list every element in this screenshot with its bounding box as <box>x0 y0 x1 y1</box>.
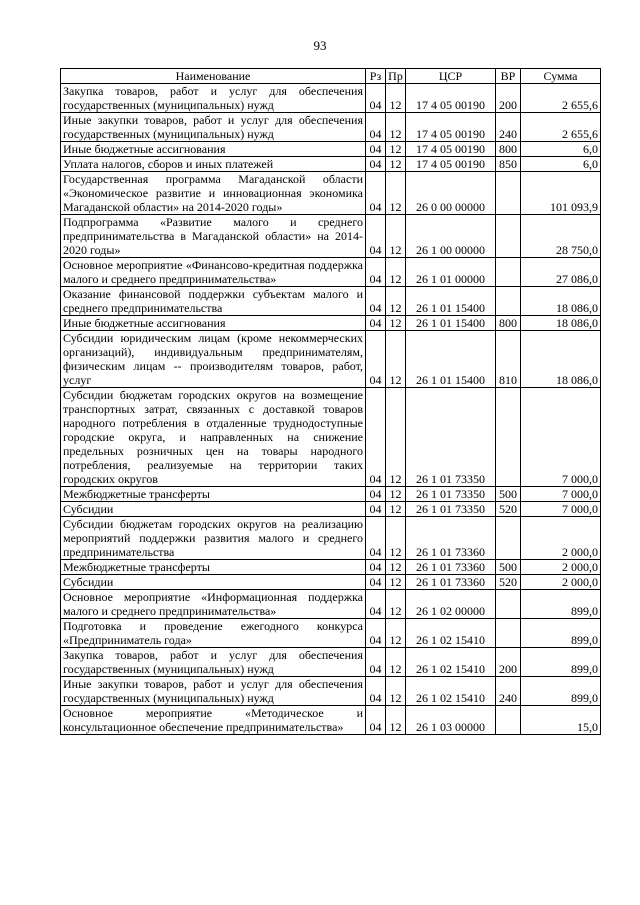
cell-sum: 18 086,0 <box>521 316 601 331</box>
cell-vr: 800 <box>496 316 521 331</box>
cell-rz: 04 <box>366 157 386 172</box>
cell-rz: 04 <box>366 142 386 157</box>
cell-sum: 18 086,0 <box>521 287 601 316</box>
cell-rz: 04 <box>366 517 386 560</box>
cell-pr: 12 <box>386 215 406 258</box>
cell-pr: 12 <box>386 287 406 316</box>
cell-pr: 12 <box>386 487 406 502</box>
table-row <box>61 316 601 331</box>
cell-csr: 26 1 00 00000 <box>406 215 496 258</box>
cell-name: Основное мероприятие «Методическое и консультационное обеспечение предпринимательства» <box>61 706 366 735</box>
table-row <box>61 619 601 648</box>
cell-rz: 04 <box>366 331 386 388</box>
cell-csr: 26 1 01 73350 <box>406 388 496 487</box>
cell-name: Закупка товаров, работ и услуг для обеспечения государственных (муниципальных) нужд <box>61 648 366 677</box>
table-row <box>61 331 601 388</box>
table-row <box>61 677 601 706</box>
cell-pr: 12 <box>386 575 406 590</box>
cell-rz: 04 <box>366 590 386 619</box>
cell-csr: 26 1 01 73360 <box>406 575 496 590</box>
cell-vr <box>496 215 521 258</box>
table-row <box>61 706 601 735</box>
cell-vr <box>496 287 521 316</box>
cell-name: Иные закупки товаров, работ и услуг для обеспечения государственных (муниципальных) нужд <box>61 677 366 706</box>
header-name: Наименование <box>61 69 366 84</box>
cell-csr: 17 4 05 00190 <box>406 157 496 172</box>
cell-name: Основное мероприятие «Финансово-кредитная поддержка малого и среднего предпринимательства» <box>61 258 366 287</box>
table-row <box>61 157 601 172</box>
cell-sum: 6,0 <box>521 157 601 172</box>
cell-rz: 04 <box>366 215 386 258</box>
table-row <box>61 215 601 258</box>
cell-csr: 26 1 01 00000 <box>406 258 496 287</box>
table-row <box>61 388 601 487</box>
cell-sum: 899,0 <box>521 590 601 619</box>
cell-rz: 04 <box>366 316 386 331</box>
cell-sum: 2 000,0 <box>521 560 601 575</box>
cell-csr: 17 4 05 00190 <box>406 113 496 142</box>
cell-sum: 18 086,0 <box>521 331 601 388</box>
cell-csr: 26 1 02 15410 <box>406 677 496 706</box>
cell-name: Субсидии <box>61 502 366 517</box>
cell-name: Основное мероприятие «Информационная поддержка малого и среднего предпринимательства» <box>61 590 366 619</box>
cell-pr: 12 <box>386 142 406 157</box>
table-row <box>61 502 601 517</box>
cell-sum: 2 655,6 <box>521 84 601 113</box>
table-row <box>61 648 601 677</box>
cell-csr: 26 1 01 73360 <box>406 560 496 575</box>
table-header-row <box>61 69 601 84</box>
cell-csr: 26 0 00 00000 <box>406 172 496 215</box>
cell-vr <box>496 517 521 560</box>
cell-rz: 04 <box>366 287 386 316</box>
budget-table <box>60 68 601 735</box>
cell-name: Оказание финансовой поддержки субъектам малого и среднего предпринимательства <box>61 287 366 316</box>
table-row <box>61 287 601 316</box>
cell-rz: 04 <box>366 560 386 575</box>
cell-name: Закупка товаров, работ и услуг для обеспечения государственных (муниципальных) нужд <box>61 84 366 113</box>
cell-pr: 12 <box>386 677 406 706</box>
header-sum: Сумма <box>521 69 601 84</box>
cell-pr: 12 <box>386 172 406 215</box>
cell-vr: 240 <box>496 677 521 706</box>
cell-sum: 15,0 <box>521 706 601 735</box>
cell-rz: 04 <box>366 706 386 735</box>
cell-sum: 28 750,0 <box>521 215 601 258</box>
cell-name: Субсидии юридическим лицам (кроме некоммерческих организаций), индивидуальным предпринимателям, физическим лицам -- производителям товаров, работ, услуг <box>61 331 366 388</box>
cell-sum: 27 086,0 <box>521 258 601 287</box>
cell-rz: 04 <box>366 258 386 287</box>
cell-pr: 12 <box>386 388 406 487</box>
cell-csr: 26 1 02 15410 <box>406 619 496 648</box>
table-row <box>61 258 601 287</box>
cell-name: Субсидии <box>61 575 366 590</box>
cell-csr: 26 1 01 73350 <box>406 502 496 517</box>
cell-sum: 899,0 <box>521 648 601 677</box>
cell-vr: 240 <box>496 113 521 142</box>
cell-sum: 7 000,0 <box>521 388 601 487</box>
cell-name: Подпрограмма «Развитие малого и среднего предпринимательства в Магаданской области» на 2014-2020 годы» <box>61 215 366 258</box>
cell-pr: 12 <box>386 706 406 735</box>
cell-rz: 04 <box>366 575 386 590</box>
cell-name: Субсидии бюджетам городских округов на возмещение транспортных затрат, связанных с доставкой товаров народного потребления в отдаленные труднодоступные городские округа, и направленных на снижение предельных розничных цен на товары народного потребления, реализуемые на территории таких городских округов <box>61 388 366 487</box>
cell-sum: 6,0 <box>521 142 601 157</box>
cell-vr: 520 <box>496 502 521 517</box>
cell-rz: 04 <box>366 172 386 215</box>
cell-rz: 04 <box>366 619 386 648</box>
cell-pr: 12 <box>386 648 406 677</box>
table-body <box>61 84 601 735</box>
cell-csr: 26 1 02 00000 <box>406 590 496 619</box>
cell-sum: 7 000,0 <box>521 502 601 517</box>
cell-rz: 04 <box>366 388 386 487</box>
table-row <box>61 575 601 590</box>
table-row <box>61 142 601 157</box>
cell-sum: 2 000,0 <box>521 575 601 590</box>
cell-pr: 12 <box>386 258 406 287</box>
cell-csr: 26 1 01 73350 <box>406 487 496 502</box>
cell-pr: 12 <box>386 84 406 113</box>
cell-name: Субсидии бюджетам городских округов на реализацию мероприятий поддержки развития малого и среднего предпринимательства <box>61 517 366 560</box>
cell-rz: 04 <box>366 677 386 706</box>
cell-csr: 26 1 01 15400 <box>406 331 496 388</box>
cell-name: Подготовка и проведение ежегодного конкурса «Предприниматель года» <box>61 619 366 648</box>
cell-rz: 04 <box>366 502 386 517</box>
cell-vr: 520 <box>496 575 521 590</box>
cell-vr <box>496 172 521 215</box>
cell-sum: 899,0 <box>521 619 601 648</box>
cell-vr <box>496 706 521 735</box>
cell-name: Межбюджетные трансферты <box>61 560 366 575</box>
table-row <box>61 560 601 575</box>
cell-csr: 26 1 01 15400 <box>406 316 496 331</box>
cell-sum: 7 000,0 <box>521 487 601 502</box>
cell-vr: 800 <box>496 142 521 157</box>
cell-rz: 04 <box>366 648 386 677</box>
cell-name: Иные бюджетные ассигнования <box>61 316 366 331</box>
cell-vr: 810 <box>496 331 521 388</box>
header-csr: ЦСР <box>406 69 496 84</box>
cell-sum: 899,0 <box>521 677 601 706</box>
cell-rz: 04 <box>366 113 386 142</box>
cell-pr: 12 <box>386 619 406 648</box>
cell-name: Государственная программа Магаданской области «Экономическое развитие и инновационная экономика Магаданской области» на 2014-2020 годы» <box>61 172 366 215</box>
cell-name: Иные бюджетные ассигнования <box>61 142 366 157</box>
cell-pr: 12 <box>386 590 406 619</box>
cell-pr: 12 <box>386 331 406 388</box>
table-row <box>61 172 601 215</box>
table-row <box>61 517 601 560</box>
table-row <box>61 590 601 619</box>
cell-vr: 500 <box>496 560 521 575</box>
cell-csr: 17 4 05 00190 <box>406 84 496 113</box>
cell-csr: 17 4 05 00190 <box>406 142 496 157</box>
cell-rz: 04 <box>366 84 386 113</box>
cell-pr: 12 <box>386 560 406 575</box>
cell-pr: 12 <box>386 113 406 142</box>
cell-pr: 12 <box>386 157 406 172</box>
cell-csr: 26 1 01 15400 <box>406 287 496 316</box>
cell-rz: 04 <box>366 487 386 502</box>
cell-vr <box>496 258 521 287</box>
table-row <box>61 487 601 502</box>
table-row <box>61 84 601 113</box>
cell-pr: 12 <box>386 316 406 331</box>
cell-pr: 12 <box>386 502 406 517</box>
cell-vr <box>496 619 521 648</box>
cell-vr: 200 <box>496 84 521 113</box>
page-number: 93 <box>313 38 327 53</box>
cell-name: Иные закупки товаров, работ и услуг для обеспечения государственных (муниципальных) нужд <box>61 113 366 142</box>
cell-sum: 101 093,9 <box>521 172 601 215</box>
cell-vr: 500 <box>496 487 521 502</box>
table-row <box>61 113 601 142</box>
cell-pr: 12 <box>386 517 406 560</box>
cell-vr <box>496 388 521 487</box>
header-vr: ВР <box>496 69 521 84</box>
cell-vr: 200 <box>496 648 521 677</box>
cell-csr: 26 1 02 15410 <box>406 648 496 677</box>
cell-vr: 850 <box>496 157 521 172</box>
header-rz: Рз <box>366 69 386 84</box>
cell-name: Межбюджетные трансферты <box>61 487 366 502</box>
cell-sum: 2 000,0 <box>521 517 601 560</box>
cell-sum: 2 655,6 <box>521 113 601 142</box>
cell-vr <box>496 590 521 619</box>
cell-csr: 26 1 03 00000 <box>406 706 496 735</box>
cell-csr: 26 1 01 73360 <box>406 517 496 560</box>
cell-name: Уплата налогов, сборов и иных платежей <box>61 157 366 172</box>
header-pr: Пр <box>386 69 406 84</box>
